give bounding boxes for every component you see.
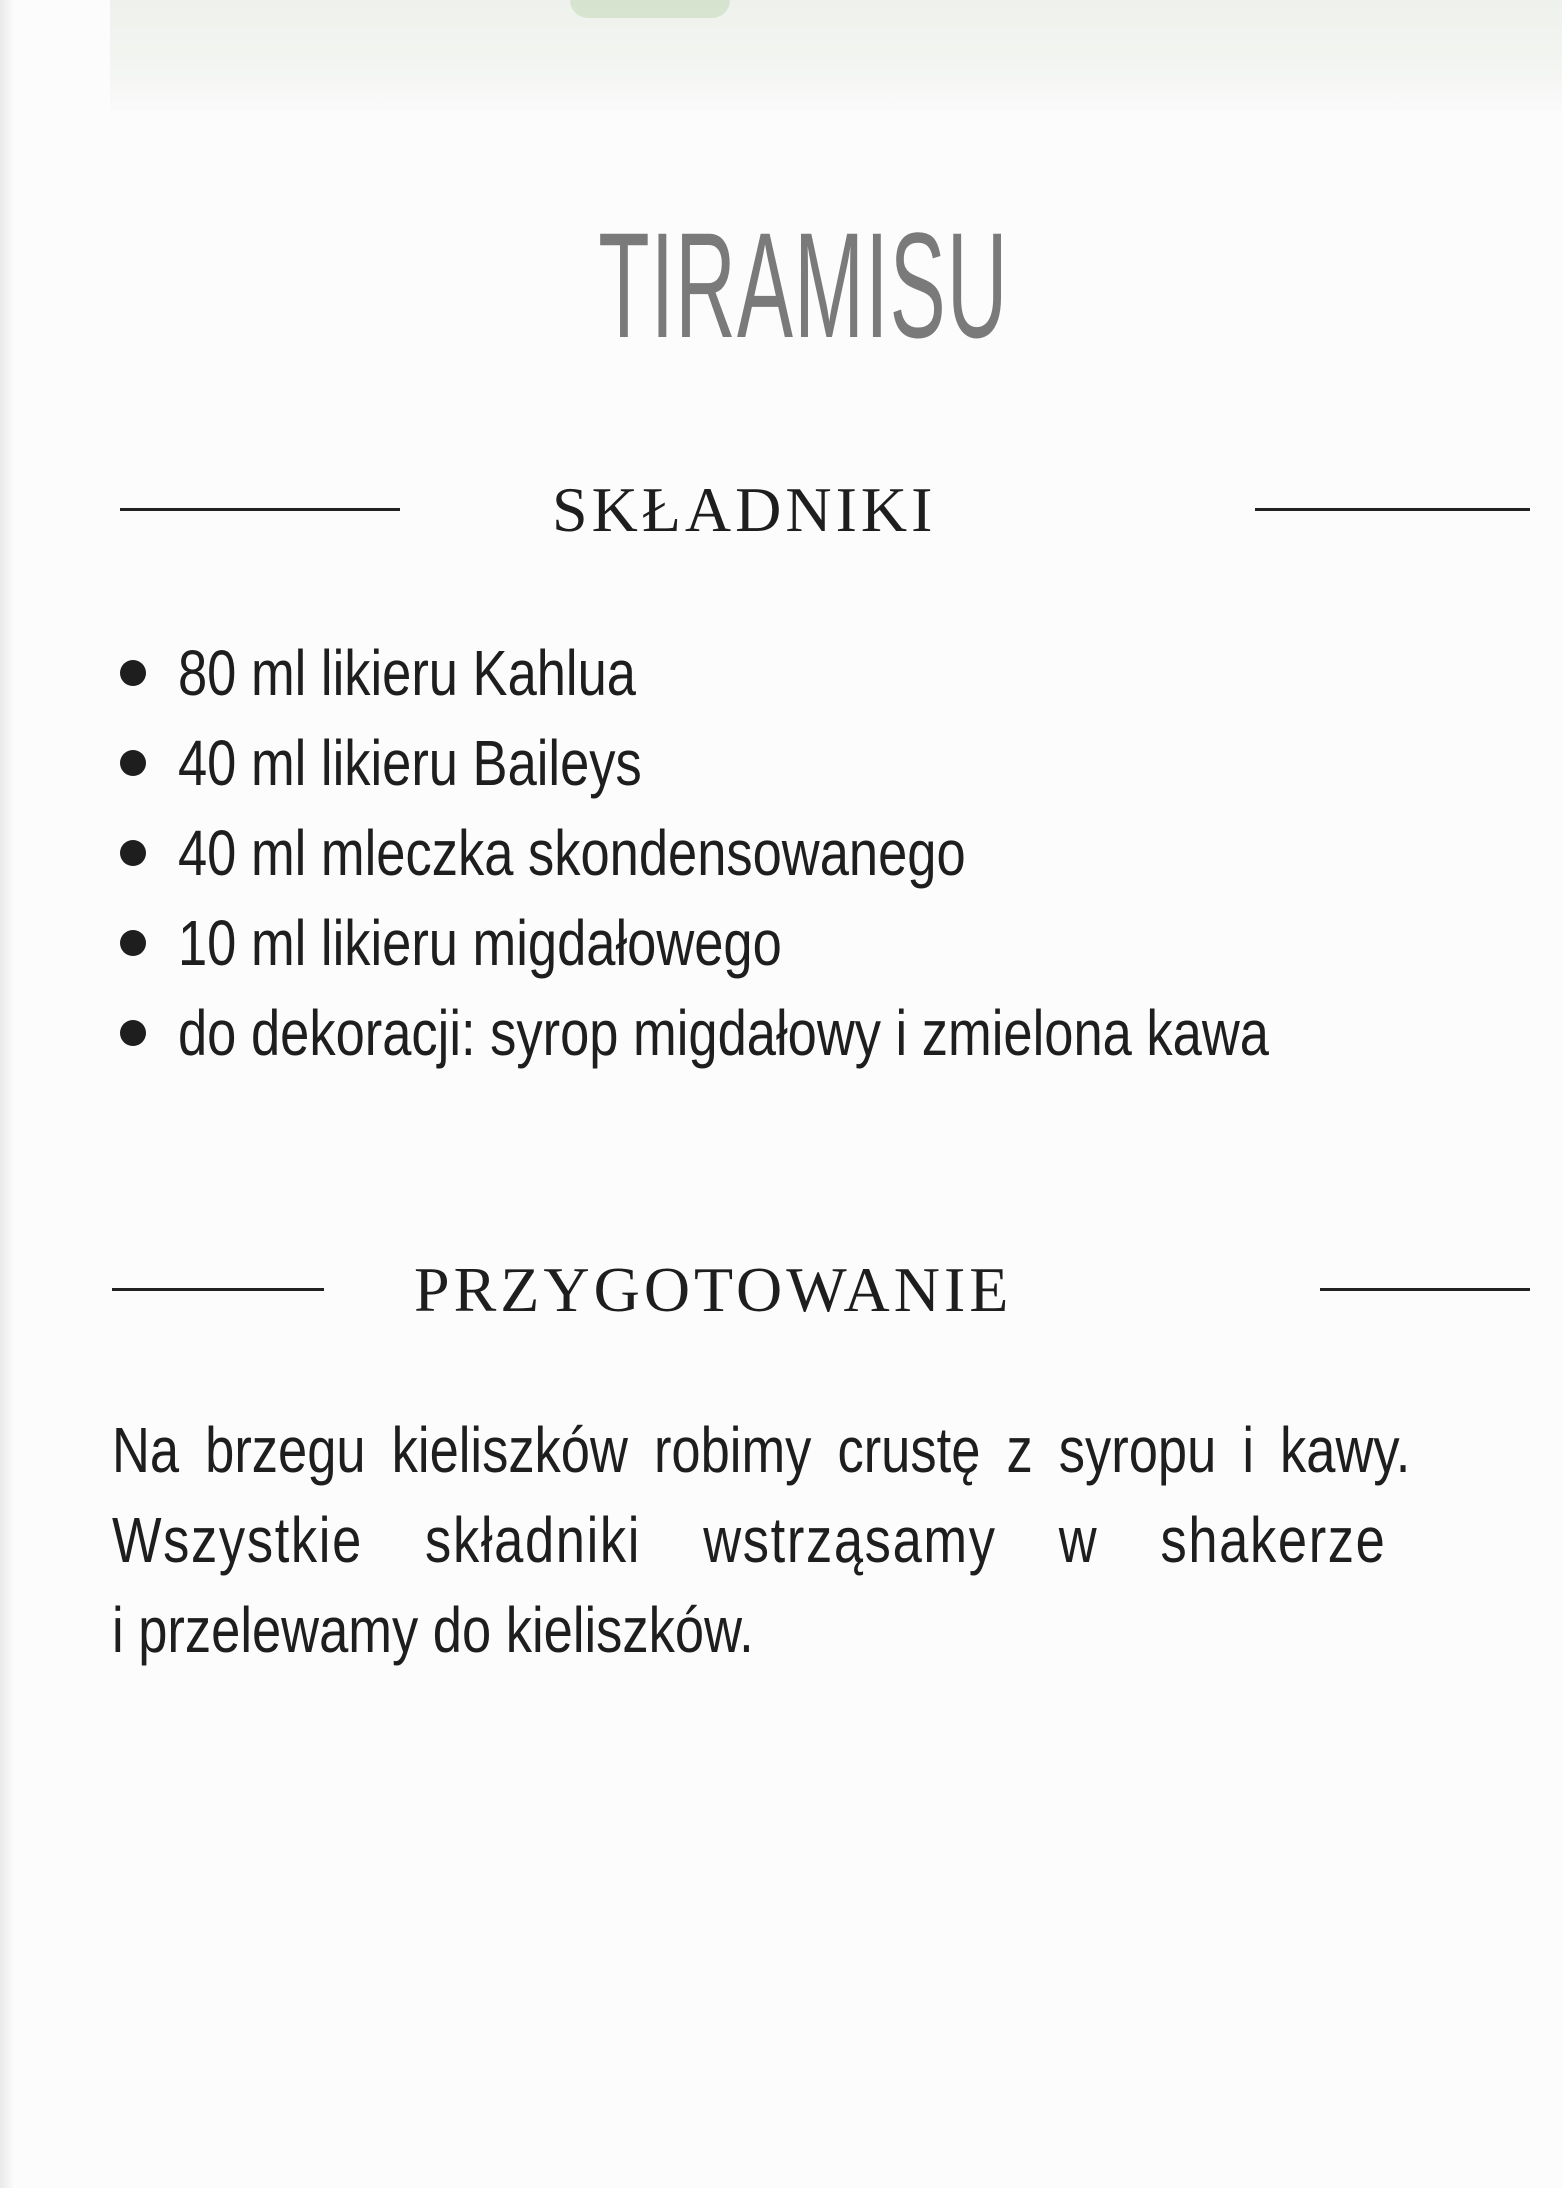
- bullet-icon: [120, 660, 146, 686]
- preparation-line: Wszystkie składniki wstrząsamy w shakerze: [112, 1504, 1387, 1576]
- bullet-icon: [120, 930, 146, 956]
- ingredient-text: 10 ml likieru migdałowego: [178, 907, 782, 979]
- ingredients-rule-right: [1255, 508, 1530, 511]
- preparation-line: Na brzegu kieliszków robimy crustę z syropu i kawy.: [112, 1414, 1411, 1486]
- preparation-line: i przelewamy do kieliszków.: [112, 1594, 754, 1666]
- bullet-icon: [120, 840, 146, 866]
- recipe-title: TIRAMISU: [598, 201, 1009, 369]
- preparation-rule-right: [1320, 1288, 1530, 1291]
- preparation-heading: PRZYGOTOWANIE: [414, 1254, 1013, 1325]
- bullet-icon: [120, 1020, 146, 1046]
- title-wrap: [0, 0, 1562, 400]
- ingredients-rule-left: [120, 508, 400, 511]
- ingredient-text: do dekoracji: syrop migdałowy i zmielona kawa: [178, 997, 1269, 1069]
- ingredient-text: 40 ml likieru Baileys: [178, 727, 642, 799]
- ingredients-header: [0, 470, 1562, 550]
- bullet-icon: [120, 750, 146, 776]
- preparation-rule-left: [112, 1288, 324, 1291]
- preparation-header: [0, 1250, 1562, 1330]
- ingredient-text: 40 ml mleczka skondensowanego: [178, 817, 966, 889]
- preparation-text: [112, 1405, 1532, 1675]
- ingredient-text: 80 ml likieru Kahlua: [178, 637, 636, 709]
- ingredients-heading: SKŁADNIKI: [552, 474, 937, 545]
